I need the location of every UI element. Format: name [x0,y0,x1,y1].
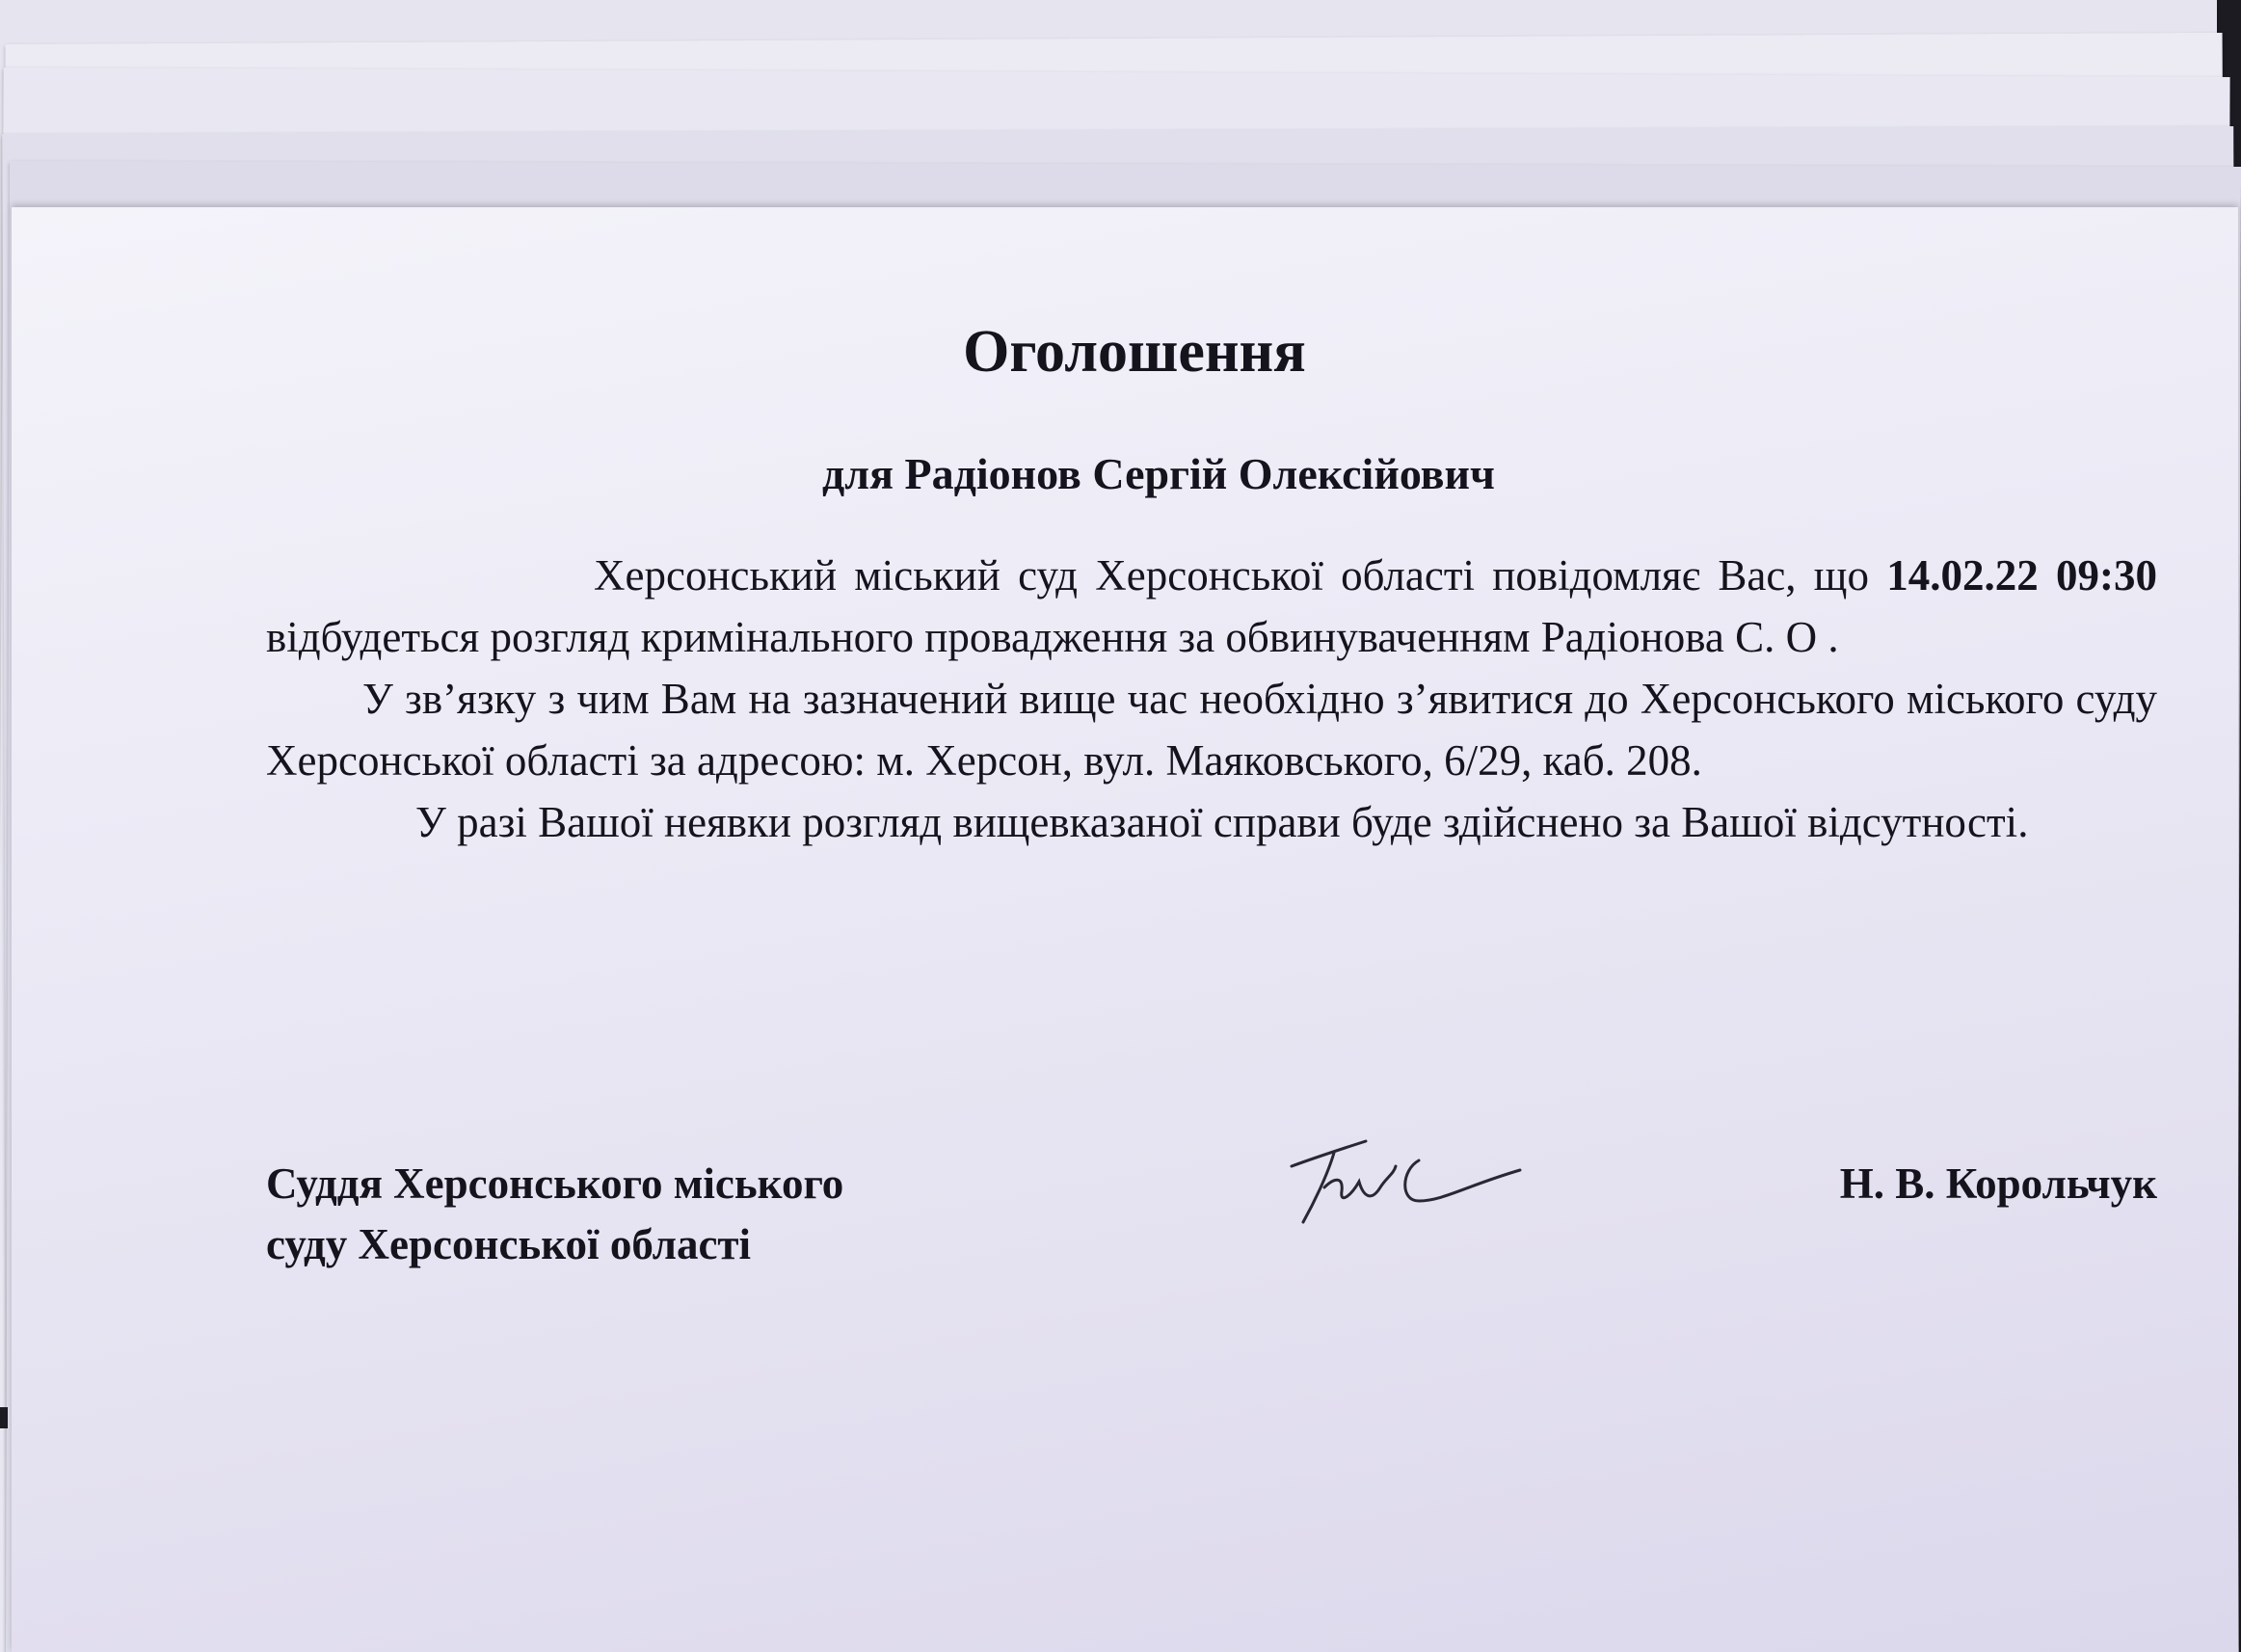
recipient-line: для Радіонов Сергій Олексійович [822,449,1495,498]
paragraph-absence: У разі Вашої неявки розгляд вищевказаної справи буде здійснено за Вашої відсутності. [415,798,2029,846]
paragraph-hearing [266,545,2157,668]
hearing-datetime: 14.02.22 09:30 [1886,551,2157,600]
paragraph-address: У зв’язку з чим Вам на зазначений вище час необхідно з’явитися до Херсонського міського суду Херсонської області за адресою: м. Херсон, вул. Маяковського, 6/29, каб. 208. [266,675,2157,785]
paragraph-hearing-rest: відбудеться розгляд кримінального провадження за обвинуваченням Радіонова С. О . [266,613,1839,661]
judge-name: Н. В. Корольчук [1839,1159,2157,1208]
handwritten-signature [1274,1128,1534,1234]
judge-position-line1: Суддя Херсонського міського [266,1159,844,1208]
judge-position-line2: суду Херсонської області [266,1220,752,1268]
announcement-body [266,545,2157,853]
document-title: Оголошення [963,319,1306,385]
announcement-sheet [12,207,2238,1652]
judge-position [266,1154,843,1275]
paragraph-hearing-intro: Херсонський міський суд Херсонської області повідомляє Вас, що [594,551,1887,600]
edge-mark [0,1407,8,1428]
